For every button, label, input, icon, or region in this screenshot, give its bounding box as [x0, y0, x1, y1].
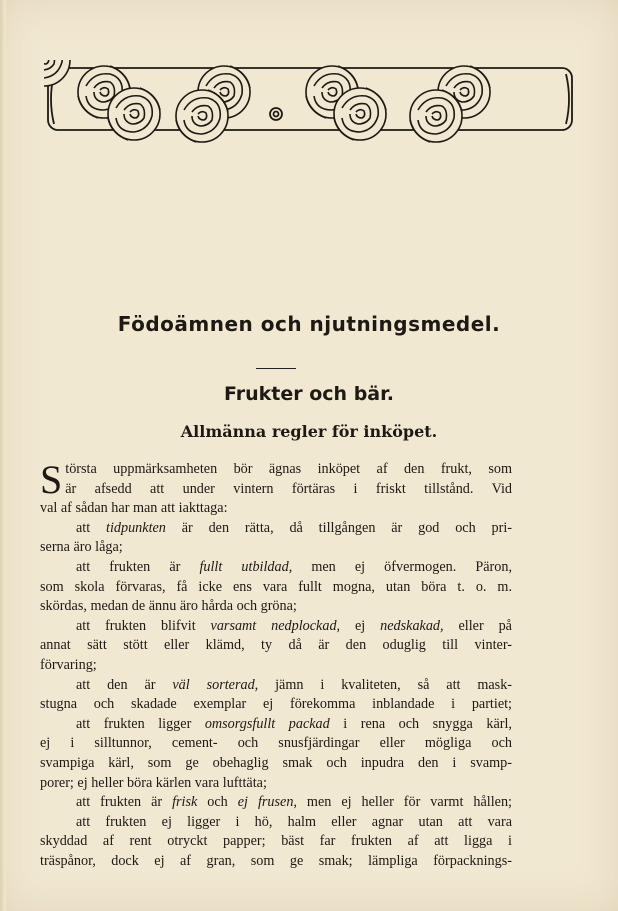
subsection-title: Allmänna regler för inköpet.: [180, 422, 438, 441]
text-line: törsta uppmärksamheten bör ägnas inköpet af den frukt, som: [65, 461, 512, 477]
paragraph-line: att frukten är frisk och ej frusen, men ej heller för varmt hållen;: [76, 794, 512, 811]
title-divider: [256, 368, 296, 369]
paragraph-line: att frukten är fullt utbildad, men ej öfvermogen. Päron,: [76, 558, 513, 575]
paragraph-line: att frukten blifvit varsamt nedplockad, ej nedskakad, eller på: [76, 617, 512, 634]
paragraph-line: förvaring;: [40, 656, 97, 673]
paragraph-line: porer; ej heller böra kärlen vara lufttäta;: [40, 774, 267, 791]
paragraph-line: att frukten ligger omsorgsfullt packad i rena och snygga kärl,: [76, 715, 512, 732]
paragraph-line: skördas, medan de ännu äro hårda och gröna;: [40, 598, 297, 615]
paragraph-line: att frukten ej ligger i hö, halm eller agnar utan att vara: [76, 813, 512, 830]
rose-ornament-banner: [44, 60, 576, 146]
paragraph-line: att tidpunkten är den rätta, då tillgången är god och pri-: [76, 519, 512, 536]
paragraph-line: som skola förvaras, få icke ens vara fullt mogna, utan böra t. o. m.: [40, 578, 512, 595]
paragraph-line: serna äro låga;: [40, 539, 123, 556]
paragraph-line: annat sätt stött eller klämd, ty då är den oduglig till vinter-: [40, 637, 512, 654]
page-edge: [0, 0, 6, 911]
body-text: [40, 457, 513, 871]
chapter-title: Födoämnen och njutningsmedel.: [117, 312, 501, 336]
section-title: Frukter och bär.: [223, 383, 394, 405]
paragraph-line: skyddad af rent otryckt papper; bäst far frukten af att ligga i: [40, 833, 512, 850]
text-line: är afsedd att under vintern förtäras i friskt tillstånd. Vid: [65, 480, 512, 497]
paragraph-line: träspånor, dock ej af gran, som ge smak; lämpliga förpacknings-: [40, 852, 512, 869]
paragraph-line: svampiga kärl, som ge obehaglig smak och inpudra den i svamp-: [40, 754, 512, 771]
paragraph-line: ej i silltunnor, cement- och snusfjärdingar eller mögliga och: [40, 735, 512, 752]
paragraph-line: stugna och skadade exemplar ej förekomma inblandade i partiet;: [40, 696, 512, 713]
paragraph-line: att den är väl sorterad, jämn i kvaliteten, så att mask-: [76, 676, 513, 693]
drop-cap: S: [40, 457, 63, 502]
text-line: val af sådan har man att iakttaga:: [40, 500, 228, 517]
